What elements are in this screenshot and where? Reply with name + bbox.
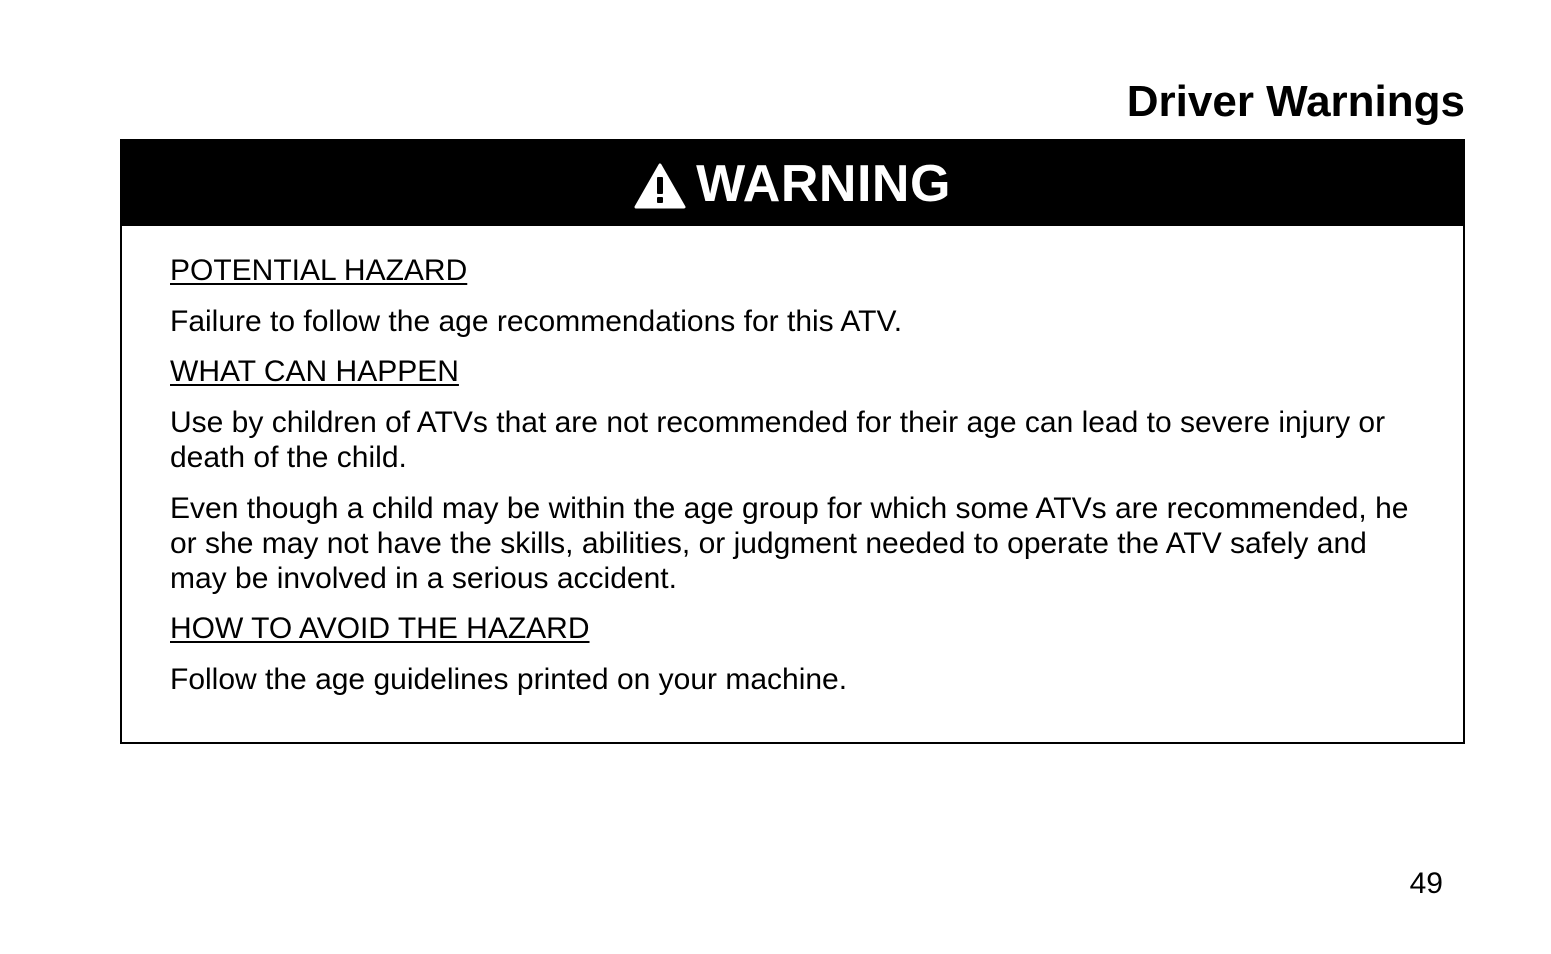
page-number: 49 [1409,867,1443,900]
warning-body [122,226,1463,697]
section-title: Driver Warnings [1126,77,1465,126]
what-can-happen-text-1: Use by children of ATVs that are not recommended for their age can lead to severe injury or death of the child. [170,406,1386,474]
potential-hazard-heading: POTENTIAL HAZARD [170,254,468,287]
what-can-happen-text-2: Even though a child may be within the age group for which some ATVs are recommended, he or she may not have the skills, abilities, or judgment needed to operate the ATV safely and may be involved in a serious accident. [170,492,1409,595]
warning-box [120,139,1465,744]
what-can-happen-heading: WHAT CAN HAPPEN [170,355,459,388]
alert-triangle-icon [634,163,686,209]
how-to-avoid-heading: HOW TO AVOID THE HAZARD [170,612,590,645]
potential-hazard-text: Failure to follow the age recommendations for this ATV. [170,305,903,338]
how-to-avoid-text: Follow the age guidelines printed on your machine. [170,663,848,696]
warning-header [122,141,1463,226]
warning-header-label: WARNING [696,154,951,213]
